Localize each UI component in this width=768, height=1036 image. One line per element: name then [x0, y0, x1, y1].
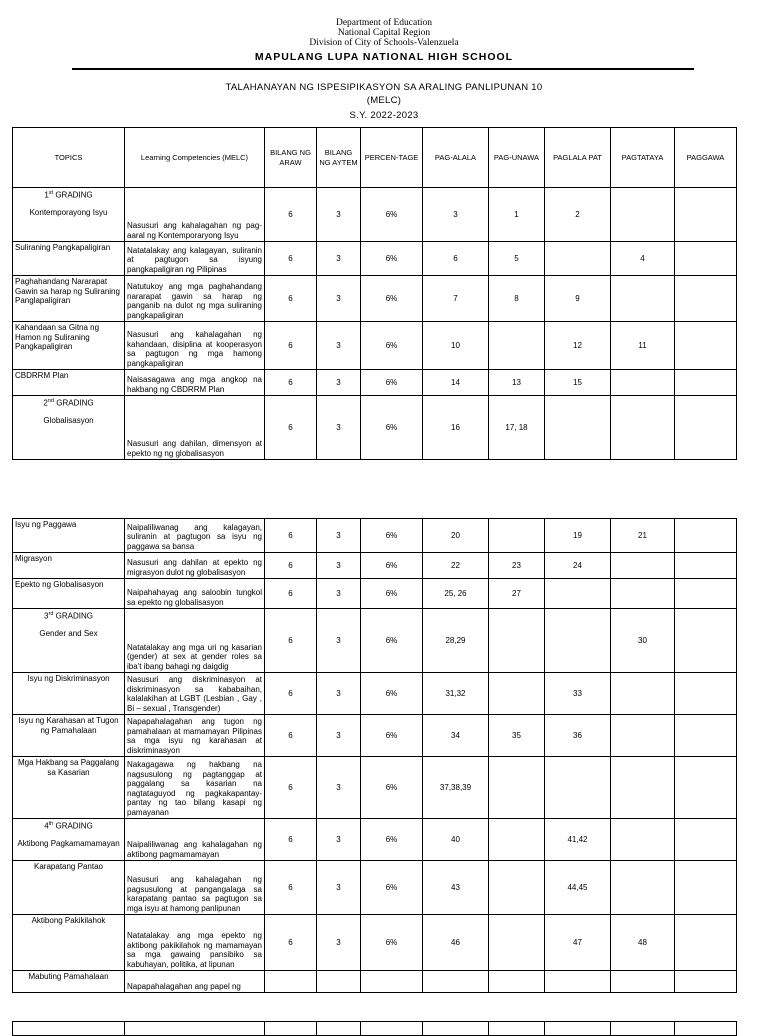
grading-ordinal: st — [48, 190, 54, 196]
cell-bilang-aytem: 3 — [317, 579, 361, 609]
table-row — [13, 715, 737, 757]
topic-text: Isyu ng Diskriminasyon — [27, 674, 110, 683]
cell-pag-unawa — [489, 819, 545, 861]
topic-text: Aktibong Pagkamamamayan — [17, 839, 120, 849]
cell-bilang-aytem: 3 — [317, 861, 361, 915]
cell-competency: Napapahalagahan ang tugon ng pamahalaan at mamamayan Pilipinas sa mga isyu ng karahasan at diskriminasyon — [125, 715, 265, 757]
cell-percentage: 6% — [361, 609, 423, 673]
cell-topic — [13, 276, 125, 322]
cell-pag-unawa: 5 — [489, 242, 545, 276]
header-divider — [72, 68, 694, 70]
table-body-2 — [13, 519, 737, 993]
cell-topic — [13, 861, 125, 915]
cell-percentage: 6% — [361, 819, 423, 861]
cell-paglalapat: 47 — [545, 915, 611, 971]
cell-percentage: 6% — [361, 242, 423, 276]
cell-percentage: 6% — [361, 396, 423, 460]
cell-pag-alala: 43 — [423, 861, 489, 915]
table-row — [13, 673, 737, 715]
cell-bilang-aytem: 3 — [317, 396, 361, 460]
cell-bilang-araw: 6 — [265, 715, 317, 757]
cell-topic — [13, 971, 125, 993]
cell-competency: Natatalakay ang mga epekto ng aktibong pakikilahok ng mamamayan sa mga gawaing pansibiko sa kabuhayan, politika, at lipunan — [125, 915, 265, 971]
division-line: Division of City of Schools-Valenzuela — [309, 38, 459, 48]
table-row — [13, 242, 737, 276]
cell-pagtataya — [611, 396, 675, 460]
cell-percentage: 6% — [361, 276, 423, 322]
col-paglalapat: PAGLALA PAT — [545, 128, 611, 188]
cell-competency: Nasusuri ang dahilan, dimensyon at epekto ng ng globalisasyon — [125, 396, 265, 460]
cell-paggawa — [675, 188, 737, 242]
cell-bilang-aytem: 3 — [317, 519, 361, 553]
cell-pagtataya — [611, 757, 675, 819]
cell-pag-unawa — [489, 861, 545, 915]
cell-pagtataya: 30 — [611, 609, 675, 673]
cell-bilang-aytem: 3 — [317, 553, 361, 579]
cell-pag-alala: 37,38,39 — [423, 757, 489, 819]
school-name: MAPULANG LUPA NATIONAL HIGH SCHOOL — [254, 51, 514, 63]
cell-pag-alala: 25, 26 — [423, 579, 489, 609]
cell-pagtataya: 11 — [611, 322, 675, 370]
cell-paggawa — [675, 757, 737, 819]
cell-bilang-araw: 6 — [265, 579, 317, 609]
cell-pag-unawa: 27 — [489, 579, 545, 609]
table-row — [13, 370, 737, 396]
cell-topic — [13, 715, 125, 757]
cell-bilang-aytem: 3 — [317, 242, 361, 276]
topic-text: Karapatang Pantao — [34, 862, 103, 871]
cell-competency: Natatalakay ang kalagayan, suliranin at pagtugon sa isyung pangkapaligiran ng Pilipinas — [125, 242, 265, 276]
col-pag-alala: PAG-ALALA — [423, 128, 489, 188]
table-row — [13, 609, 737, 673]
cell-pagtataya — [611, 971, 675, 993]
topic-text: Globalisasyon — [43, 416, 94, 426]
cell-bilang-aytem: 3 — [317, 322, 361, 370]
col-percentage: PERCEN-TAGE — [361, 128, 423, 188]
cell-topic — [13, 579, 125, 609]
topic-text: Mga Hakbang sa Paggalang sa Kasarian — [18, 758, 119, 777]
table-row — [13, 861, 737, 915]
cell-percentage: 6% — [361, 915, 423, 971]
cell-bilang-araw — [265, 971, 317, 993]
cell-pag-alala: 6 — [423, 242, 489, 276]
cell-bilang-aytem: 3 — [317, 276, 361, 322]
cell-pag-alala: 20 — [423, 519, 489, 553]
cell-percentage — [361, 971, 423, 993]
cell-paglalapat — [545, 609, 611, 673]
cell-pagtataya — [611, 276, 675, 322]
cell-competency: Napapahalagahan ang papel ng — [125, 971, 265, 993]
grading-label — [15, 189, 122, 200]
cell-pagtataya — [611, 715, 675, 757]
cell-topic — [13, 609, 125, 673]
topic-text: Epekto ng Globalisasyon — [15, 580, 104, 589]
cell-pag-unawa — [489, 757, 545, 819]
cell-pag-unawa — [489, 609, 545, 673]
grading-label — [15, 610, 122, 621]
grading-ordinal: rd — [48, 611, 54, 617]
cell-topic — [13, 819, 125, 861]
cell-pag-alala: 31,32 — [423, 673, 489, 715]
cell-percentage: 6% — [361, 579, 423, 609]
cell-competency: Naipaliliwanag ang kalagayan, suliranin at pagtugon sa isyu ng paggawa sa bansa — [125, 519, 265, 553]
cell-pagtataya — [611, 819, 675, 861]
cell-bilang-araw: 6 — [265, 276, 317, 322]
cell-pag-alala: 10 — [423, 322, 489, 370]
cell-paglalapat: 36 — [545, 715, 611, 757]
cell-pag-alala: 22 — [423, 553, 489, 579]
cell-pag-unawa — [489, 519, 545, 553]
cell-bilang-araw: 6 — [265, 609, 317, 673]
cell-topic — [13, 242, 125, 276]
cell-competency: Natatalakay ang mga uri ng kasarian (gender) at sex at gender roles sa iba't ibang bahagi ng daigdig — [125, 609, 265, 673]
topic-text: Migrasyon — [15, 554, 52, 563]
table-row — [13, 579, 737, 609]
cell-paggawa — [675, 276, 737, 322]
table-row — [13, 819, 737, 861]
cell-pag-alala — [423, 971, 489, 993]
cell-paglalapat: 9 — [545, 276, 611, 322]
cell-paggawa — [675, 673, 737, 715]
table-row — [13, 276, 737, 322]
cell-pagtataya: 21 — [611, 519, 675, 553]
cell-bilang-aytem — [317, 971, 361, 993]
table-header-row — [13, 128, 737, 188]
topic-text: CBDRRM Plan — [15, 371, 69, 380]
cell-competency: Nasusuri ang kahalagahan ng pagsusulong at pangangalaga sa karapatang pantao sa pagtugon sa mga isyu at hamong panlipunan — [125, 861, 265, 915]
cell-pag-unawa: 35 — [489, 715, 545, 757]
document-title: TALAHANAYAN NG ISPESIPIKASYON SA ARALING PANLIPUNAN 10 — [225, 82, 543, 93]
cell-competency: Nasusuri ang kahalagahan ng kahandaan, disiplina at kooperasyon sa pagtugon ng mga hamong pangkapaligiran — [125, 322, 265, 370]
topic-text: Isyu ng Paggawa — [15, 520, 77, 529]
table-row — [13, 915, 737, 971]
cell-paggawa — [675, 971, 737, 993]
table-row — [13, 971, 737, 993]
topic-text: Aktibong Pakikilahok — [31, 916, 106, 925]
cell-bilang-araw: 6 — [265, 396, 317, 460]
cell-paglalapat — [545, 396, 611, 460]
table-body-1 — [13, 188, 737, 460]
cell-paglalapat — [545, 579, 611, 609]
cell-pag-alala: 14 — [423, 370, 489, 396]
grading-label — [15, 397, 122, 408]
table-row — [13, 757, 737, 819]
topic-text: Paghahandang Nararapat Gawin sa harap ng Suliraning Panglapaligiran — [15, 277, 120, 305]
cell-paglalapat — [545, 757, 611, 819]
cell-paggawa — [675, 819, 737, 861]
cell-bilang-araw: 6 — [265, 861, 317, 915]
table-row — [13, 322, 737, 370]
cell-paglalapat: 12 — [545, 322, 611, 370]
cell-paggawa — [675, 519, 737, 553]
table-row — [13, 396, 737, 460]
grading-label — [15, 820, 122, 831]
cell-paggawa — [675, 396, 737, 460]
cell-topic — [13, 396, 125, 460]
grading-number: 4 — [44, 821, 49, 831]
cell-paglalapat: 2 — [545, 188, 611, 242]
cell-bilang-aytem: 3 — [317, 915, 361, 971]
cell-paglalapat: 44,45 — [545, 861, 611, 915]
col-pagtataya: PAGTATAYA — [611, 128, 675, 188]
cell-bilang-aytem: 3 — [317, 715, 361, 757]
topic-text: Kahandaan sa Gitna ng Hamon ng Suliraning Pangkapaligiran — [15, 323, 100, 351]
specification-table-page-2 — [12, 518, 737, 993]
cell-paggawa — [675, 715, 737, 757]
grading-number: 1 — [44, 190, 49, 200]
cell-pag-unawa: 8 — [489, 276, 545, 322]
department-line: Department of Education — [335, 18, 433, 28]
cell-paglalapat — [545, 971, 611, 993]
cell-percentage: 6% — [361, 861, 423, 915]
cell-bilang-araw: 6 — [265, 553, 317, 579]
cell-bilang-araw: 6 — [265, 915, 317, 971]
grading-word: GRADING — [55, 611, 93, 621]
school-year: S.Y. 2022-2023 — [349, 110, 419, 121]
cell-pag-unawa: 23 — [489, 553, 545, 579]
cell-pagtataya — [611, 861, 675, 915]
cell-topic — [13, 757, 125, 819]
cell-paglalapat: 24 — [545, 553, 611, 579]
topic-text: Kontemporayong Isyu — [29, 208, 108, 218]
cell-bilang-araw: 6 — [265, 242, 317, 276]
cell-competency: Nasusuri ang kahalagahan ng pag-aaral ng Kontemporaryong Isyu — [125, 188, 265, 242]
grading-ordinal: th — [48, 821, 54, 827]
col-competencies: Learning Competencies (MELC) — [125, 128, 265, 188]
cell-percentage: 6% — [361, 715, 423, 757]
cell-pagtataya: 4 — [611, 242, 675, 276]
cell-bilang-aytem: 3 — [317, 757, 361, 819]
cell-paggawa — [675, 915, 737, 971]
table-row — [13, 519, 737, 553]
grading-word: GRADING — [55, 190, 93, 200]
cell-pag-alala: 34 — [423, 715, 489, 757]
cell-pag-alala: 16 — [423, 396, 489, 460]
cell-bilang-aytem: 3 — [317, 673, 361, 715]
cell-bilang-araw: 6 — [265, 673, 317, 715]
cell-pagtataya: 48 — [611, 915, 675, 971]
cell-pag-alala: 3 — [423, 188, 489, 242]
topic-text: Gender and Sex — [39, 629, 98, 639]
col-topics: TOPICS — [13, 128, 125, 188]
cell-topic — [13, 673, 125, 715]
cell-paglalapat: 19 — [545, 519, 611, 553]
cell-pag-alala: 40 — [423, 819, 489, 861]
cell-paglalapat: 41,42 — [545, 819, 611, 861]
cell-paggawa — [675, 861, 737, 915]
cell-paggawa — [675, 609, 737, 673]
cell-competency: Natutukoy ang mga paghahandang nararapat gawin sa harap ng panganib na dulot ng mga suliraning pangkapaligiran — [125, 276, 265, 322]
specification-table-page-3 — [12, 1021, 737, 1036]
cell-paggawa — [675, 553, 737, 579]
cell-bilang-araw: 6 — [265, 188, 317, 242]
cell-percentage: 6% — [361, 519, 423, 553]
cell-bilang-aytem: 3 — [317, 609, 361, 673]
grading-number: 3 — [44, 611, 49, 621]
grading-word: GRADING — [55, 821, 93, 831]
cell-pag-alala: 28,29 — [423, 609, 489, 673]
cell-percentage: 6% — [361, 757, 423, 819]
col-paggawa: PAGGAWA — [675, 128, 737, 188]
cell-competency: Naipaliliwanag ang kahalagahan ng aktibong pagmamamayan — [125, 819, 265, 861]
cell-pag-alala: 7 — [423, 276, 489, 322]
cell-topic — [13, 915, 125, 971]
cell-paggawa — [675, 579, 737, 609]
cell-bilang-araw: 6 — [265, 370, 317, 396]
topic-text: Suliraning Pangkapaligiran — [15, 243, 111, 252]
cell-pag-unawa — [489, 971, 545, 993]
cell-pagtataya — [611, 553, 675, 579]
cell-pag-unawa: 1 — [489, 188, 545, 242]
specification-table-page-1 — [12, 127, 737, 460]
topic-text: Isyu ng Karahasan at Tugon ng Pamahalaan — [18, 716, 119, 735]
cell-competency: Nasusuri ang diskriminasyon at diskriminasyon sa kababaihan, kalalakihan at LGBT (Lesbian , Gay , Bi – sexual , Transgender) — [125, 673, 265, 715]
cell-percentage: 6% — [361, 322, 423, 370]
cell-pagtataya — [611, 673, 675, 715]
document-subtitle: (MELC) — [366, 95, 402, 106]
cell-bilang-araw: 6 — [265, 519, 317, 553]
cell-paglalapat — [545, 242, 611, 276]
grading-ordinal: nd — [47, 398, 54, 404]
cell-topic — [13, 188, 125, 242]
cell-paglalapat: 33 — [545, 673, 611, 715]
region-line: National Capital Region — [337, 28, 431, 38]
cell-bilang-araw: 6 — [265, 757, 317, 819]
cell-pag-unawa — [489, 915, 545, 971]
cell-competency: Nakagagawa ng hakbang na nagsusulong ng pagtanggap at paggalang sa kasarian na nagtataguyod ng pagkakapantay-pantay ng tao bilang kasapi ng pamayanan — [125, 757, 265, 819]
cell-paggawa — [675, 370, 737, 396]
cell-pag-unawa — [489, 322, 545, 370]
cell-pag-alala: 46 — [423, 915, 489, 971]
topic-text: Mabuting Pamahalaan — [28, 972, 109, 981]
cell-bilang-araw: 6 — [265, 322, 317, 370]
grading-number: 2 — [43, 398, 48, 408]
cell-percentage: 6% — [361, 553, 423, 579]
cell-percentage: 6% — [361, 673, 423, 715]
col-bilang-aytem: BILANG NG AYTEM — [317, 128, 361, 188]
col-bilang-araw: BILANG NG ARAW — [265, 128, 317, 188]
cell-paggawa — [675, 242, 737, 276]
cell-bilang-aytem: 3 — [317, 819, 361, 861]
cell-pagtataya — [611, 188, 675, 242]
cell-pag-unawa: 17, 18 — [489, 396, 545, 460]
cell-competency: Naipahahayag ang saloobin tungkol sa epekto ng globalisasyon — [125, 579, 265, 609]
grading-word: GRADING — [56, 398, 94, 408]
cell-pag-unawa — [489, 673, 545, 715]
cell-topic — [13, 553, 125, 579]
cell-bilang-aytem: 3 — [317, 370, 361, 396]
table-row — [13, 553, 737, 579]
cell-percentage: 6% — [361, 370, 423, 396]
cell-paglalapat: 15 — [545, 370, 611, 396]
cell-pagtataya — [611, 370, 675, 396]
cell-paggawa — [675, 322, 737, 370]
cell-competency: Naisasagawa ang mga angkop na hakbang ng CBDRRM Plan — [125, 370, 265, 396]
cell-topic — [13, 370, 125, 396]
cell-topic — [13, 519, 125, 553]
cell-bilang-aytem: 3 — [317, 188, 361, 242]
cell-bilang-araw: 6 — [265, 819, 317, 861]
cell-pagtataya — [611, 579, 675, 609]
col-pag-unawa: PAG-UNAWA — [489, 128, 545, 188]
table-row — [13, 188, 737, 242]
cell-topic — [13, 322, 125, 370]
cell-pag-unawa: 13 — [489, 370, 545, 396]
cell-percentage: 6% — [361, 188, 423, 242]
cell-competency: Nasusuri ang dahilan at epekto ng migrasyon dulot ng globalisasyon — [125, 553, 265, 579]
